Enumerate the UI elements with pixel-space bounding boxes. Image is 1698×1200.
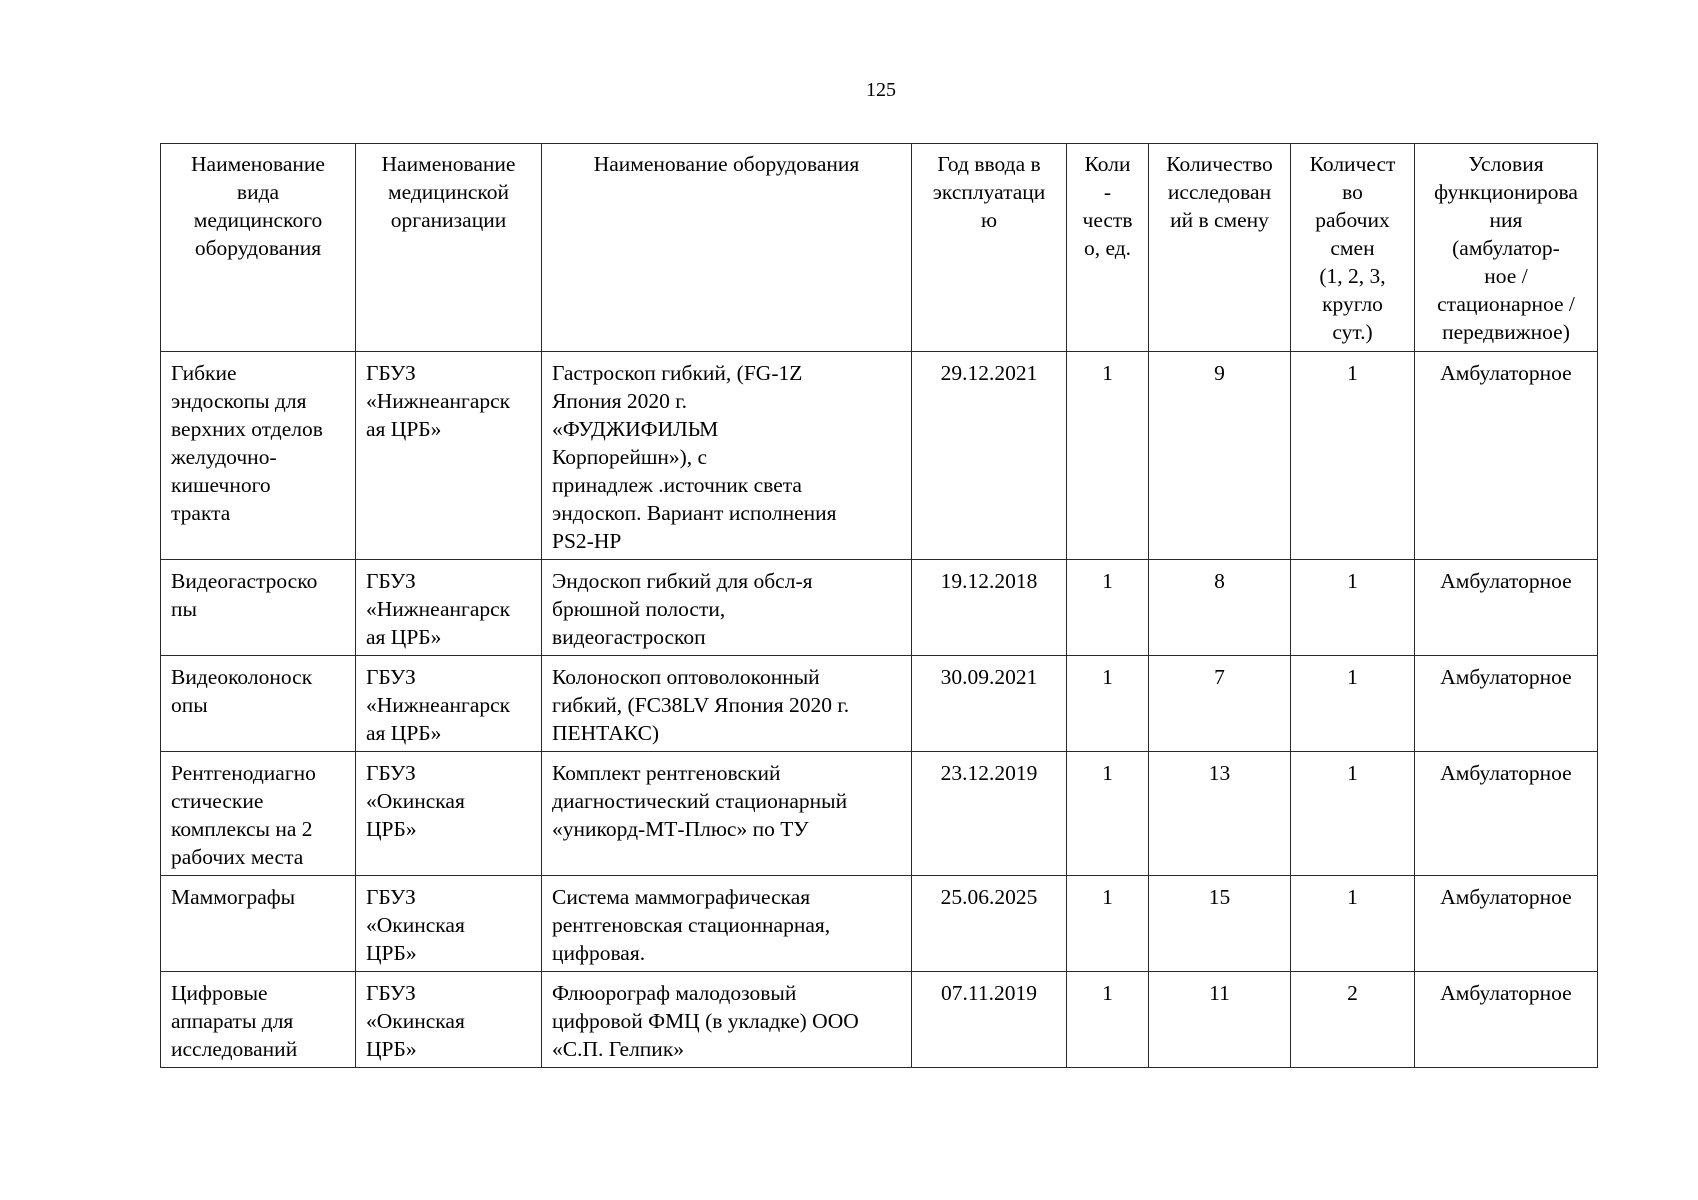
cell-organization: ГБУЗ «Окинская ЦРБ» [356, 752, 542, 876]
cell-equipment-type: Видеоколоноск опы [161, 656, 356, 752]
cell-studies-per-shift: 15 [1149, 876, 1291, 972]
cell-quantity: 1 [1067, 876, 1149, 972]
header-operating-conditions: Условия функционирова ния (амбулатор- ное / стационарное / передвижное) [1415, 144, 1598, 352]
cell-operating-conditions: Амбулаторное [1415, 352, 1598, 560]
cell-work-shifts: 2 [1291, 972, 1415, 1068]
cell-studies-per-shift: 11 [1149, 972, 1291, 1068]
cell-studies-per-shift: 13 [1149, 752, 1291, 876]
header-equipment-name: Наименование оборудования [542, 144, 912, 352]
header-equipment-type: Наименование вида медицинского оборудования [161, 144, 356, 352]
header-studies-per-shift: Количество исследован ий в смену [1149, 144, 1291, 352]
cell-equipment-name: Колоноскоп оптоволоконный гибкий, (FC38LV Япония 2020 г. ПЕНТАКС) [542, 656, 912, 752]
table-row [161, 656, 1598, 752]
cell-work-shifts: 1 [1291, 352, 1415, 560]
cell-operating-conditions: Амбулаторное [1415, 656, 1598, 752]
cell-work-shifts: 1 [1291, 656, 1415, 752]
table-row [161, 972, 1598, 1068]
cell-equipment-name: Комплект рентгеновский диагностический стационарный «уникорд-МТ-Плюс» по ТУ [542, 752, 912, 876]
table-row [161, 876, 1598, 972]
header-organization: Наименование медицинской организации [356, 144, 542, 352]
table-row [161, 352, 1598, 560]
cell-commission-year: 19.12.2018 [912, 560, 1067, 656]
cell-work-shifts: 1 [1291, 876, 1415, 972]
cell-studies-per-shift: 9 [1149, 352, 1291, 560]
cell-commission-year: 07.11.2019 [912, 972, 1067, 1068]
page-number: 125 [866, 79, 896, 101]
cell-organization: ГБУЗ «Нижнеангарск ая ЦРБ» [356, 656, 542, 752]
table-header-row [161, 144, 1598, 352]
cell-commission-year: 29.12.2021 [912, 352, 1067, 560]
cell-equipment-type: Цифровые аппараты для исследований [161, 972, 356, 1068]
cell-quantity: 1 [1067, 972, 1149, 1068]
cell-operating-conditions: Амбулаторное [1415, 560, 1598, 656]
cell-work-shifts: 1 [1291, 560, 1415, 656]
cell-work-shifts: 1 [1291, 752, 1415, 876]
cell-equipment-name: Эндоскоп гибкий для обсл-я брюшной полости, видеогастроскоп [542, 560, 912, 656]
table-row [161, 752, 1598, 876]
cell-equipment-type: Видеогастроско пы [161, 560, 356, 656]
cell-equipment-type: Гибкие эндоскопы для верхних отделов желудочно- кишечного тракта [161, 352, 356, 560]
cell-commission-year: 30.09.2021 [912, 656, 1067, 752]
cell-commission-year: 25.06.2025 [912, 876, 1067, 972]
header-quantity: Коли - честв о, ед. [1067, 144, 1149, 352]
header-work-shifts: Количест во рабочих смен (1, 2, 3, кругло сут.) [1291, 144, 1415, 352]
cell-equipment-name: Система маммографическая рентгеновская стационнарная, цифровая. [542, 876, 912, 972]
equipment-table [160, 143, 1598, 1068]
cell-operating-conditions: Амбулаторное [1415, 876, 1598, 972]
cell-organization: ГБУЗ «Окинская ЦРБ» [356, 972, 542, 1068]
table-row [161, 560, 1598, 656]
cell-equipment-name: Флюорограф малодозовый цифровой ФМЦ (в укладке) ООО «С.П. Гелпик» [542, 972, 912, 1068]
cell-organization: ГБУЗ «Нижнеангарск ая ЦРБ» [356, 352, 542, 560]
cell-quantity: 1 [1067, 752, 1149, 876]
cell-studies-per-shift: 8 [1149, 560, 1291, 656]
cell-quantity: 1 [1067, 560, 1149, 656]
cell-equipment-type: Рентгенодиагно стические комплексы на 2 рабочих места [161, 752, 356, 876]
cell-organization: ГБУЗ «Окинская ЦРБ» [356, 876, 542, 972]
cell-commission-year: 23.12.2019 [912, 752, 1067, 876]
cell-equipment-name: Гастроскоп гибкий, (FG-1Z Япония 2020 г. «ФУДЖИФИЛЬМ Корпорейшн»), с принадлеж .источник света эндоскоп. Вариант исполнения PS2-HP [542, 352, 912, 560]
header-commission-year: Год ввода в эксплуатаци ю [912, 144, 1067, 352]
cell-operating-conditions: Амбулаторное [1415, 972, 1598, 1068]
cell-quantity: 1 [1067, 352, 1149, 560]
cell-quantity: 1 [1067, 656, 1149, 752]
cell-operating-conditions: Амбулаторное [1415, 752, 1598, 876]
cell-studies-per-shift: 7 [1149, 656, 1291, 752]
cell-organization: ГБУЗ «Нижнеангарск ая ЦРБ» [356, 560, 542, 656]
cell-equipment-type: Маммографы [161, 876, 356, 972]
